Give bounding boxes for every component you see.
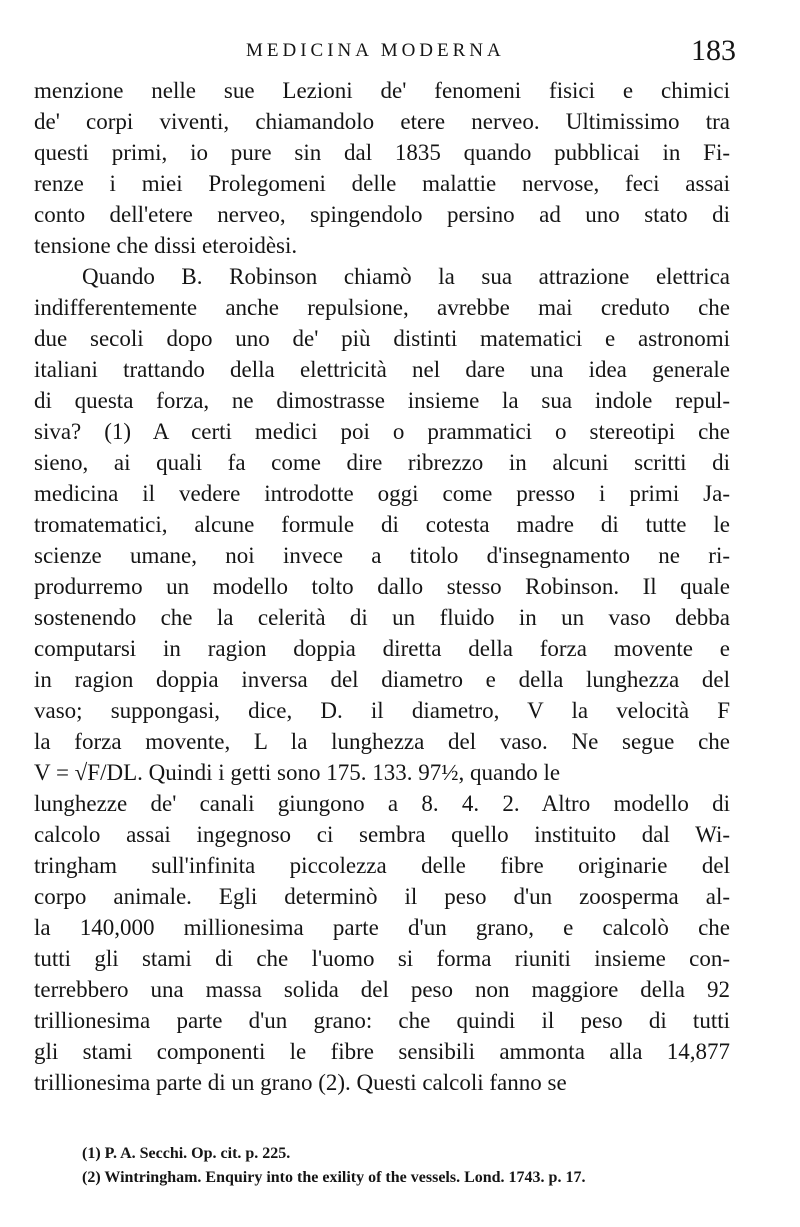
text-line: questi primi, io pure sin dal 1835 quando pubblicai in Fi- <box>34 140 730 165</box>
text-line: calcolo assai ingegnoso ci sembra quello instituito dal Wi- <box>34 822 730 847</box>
text-line: sieno, ai quali fa come dire ribrezzo in alcuni scritti di <box>34 450 730 475</box>
text-line: scienze umane, noi invece a titolo d'insegnamento ne ri- <box>34 543 730 568</box>
text-line: Quando B. Robinson chiamò la sua attrazione elettrica <box>82 264 730 289</box>
text-line: terrebbero una massa solida del peso non maggiore della 92 <box>34 977 730 1002</box>
text-line: medicina il vedere introdotte oggi come presso i primi Ja- <box>34 481 730 506</box>
footnote-1: (1) P. A. Secchi. Op. cit. p. 225. <box>82 1145 291 1162</box>
text-line: lunghezze de' canali giungono a 8. 4. 2. Altro modello di <box>34 791 730 816</box>
running-title: MEDICINA MODERNA <box>246 40 505 61</box>
text-line: produrremo un modello tolto dallo stesso Robinson. Il quale <box>34 574 730 599</box>
page-number: 183 <box>691 34 736 67</box>
footnotes <box>82 1142 742 1190</box>
text-line: italiani trattando della elettricità nel dare una idea generale <box>34 357 730 382</box>
text-line: sostenendo che la celerità di un fluido in un vaso debba <box>34 605 730 630</box>
text-line: trillionesima parte di un grano (2). Questi calcoli fanno se <box>34 1070 567 1095</box>
text-line: trillionesima parte d'un grano: che quindi il peso di tutti <box>34 1008 730 1033</box>
text-line: vaso; suppongasi, dice, D. il diametro, V la velocità F <box>34 698 730 723</box>
text-line: menzione nelle sue Lezioni de' fenomeni fisici e chimici <box>34 78 730 103</box>
text-line: tensione che dissi eteroidèsi. <box>34 233 298 258</box>
text-line: tutti gli stami di che l'uomo si forma riuniti insieme con- <box>34 946 730 971</box>
text-line: corpo animale. Egli determinò il peso d'un zoosperma al- <box>34 884 730 909</box>
text-line: computarsi in ragion doppia diretta della forza movente e <box>34 636 730 661</box>
formula-line: V = √F/DL. Quindi i getti sono 175. 133. 97½, quando le <box>34 760 561 785</box>
text-line: la forza movente, L la lunghezza del vaso. Ne segue che <box>34 729 730 754</box>
text-line: siva? (1) A certi medici poi o prammatici o stereotipi che <box>34 419 730 444</box>
text-line: tromatematici, alcune formule di cotesta madre di tutte le <box>34 512 730 537</box>
body-text <box>34 75 730 1098</box>
footnote-2: (2) Wintringham. Enquiry into the exility of the vessels. Lond. 1743. p. 17. <box>82 1169 586 1186</box>
text-line: la 140,000 millionesima parte d'un grano, e calcolò che <box>34 915 730 940</box>
text-line: indifferentemente anche repulsione, avrebbe mai creduto che <box>34 295 730 320</box>
text-line: gli stami componenti le fibre sensibili ammonta alla 14,877 <box>34 1039 730 1064</box>
text-line: in ragion doppia inversa del diametro e della lunghezza del <box>34 667 730 692</box>
text-line: di questa forza, ne dimostrasse insieme la sua indole repul- <box>34 388 730 413</box>
text-line: de' corpi viventi, chiamandolo etere nerveo. Ultimissimo tra <box>34 109 730 134</box>
text-line: renze i miei Prolegomeni delle malattie nervose, feci assai <box>34 171 730 196</box>
text-line: conto dell'etere nerveo, spingendolo persino ad uno stato di <box>34 202 730 227</box>
running-header <box>36 34 736 66</box>
text-line: tringham sull'infinita piccolezza delle fibre originarie del <box>34 853 730 878</box>
text-line: due secoli dopo uno de' più distinti matematici e astronomi <box>34 326 730 351</box>
